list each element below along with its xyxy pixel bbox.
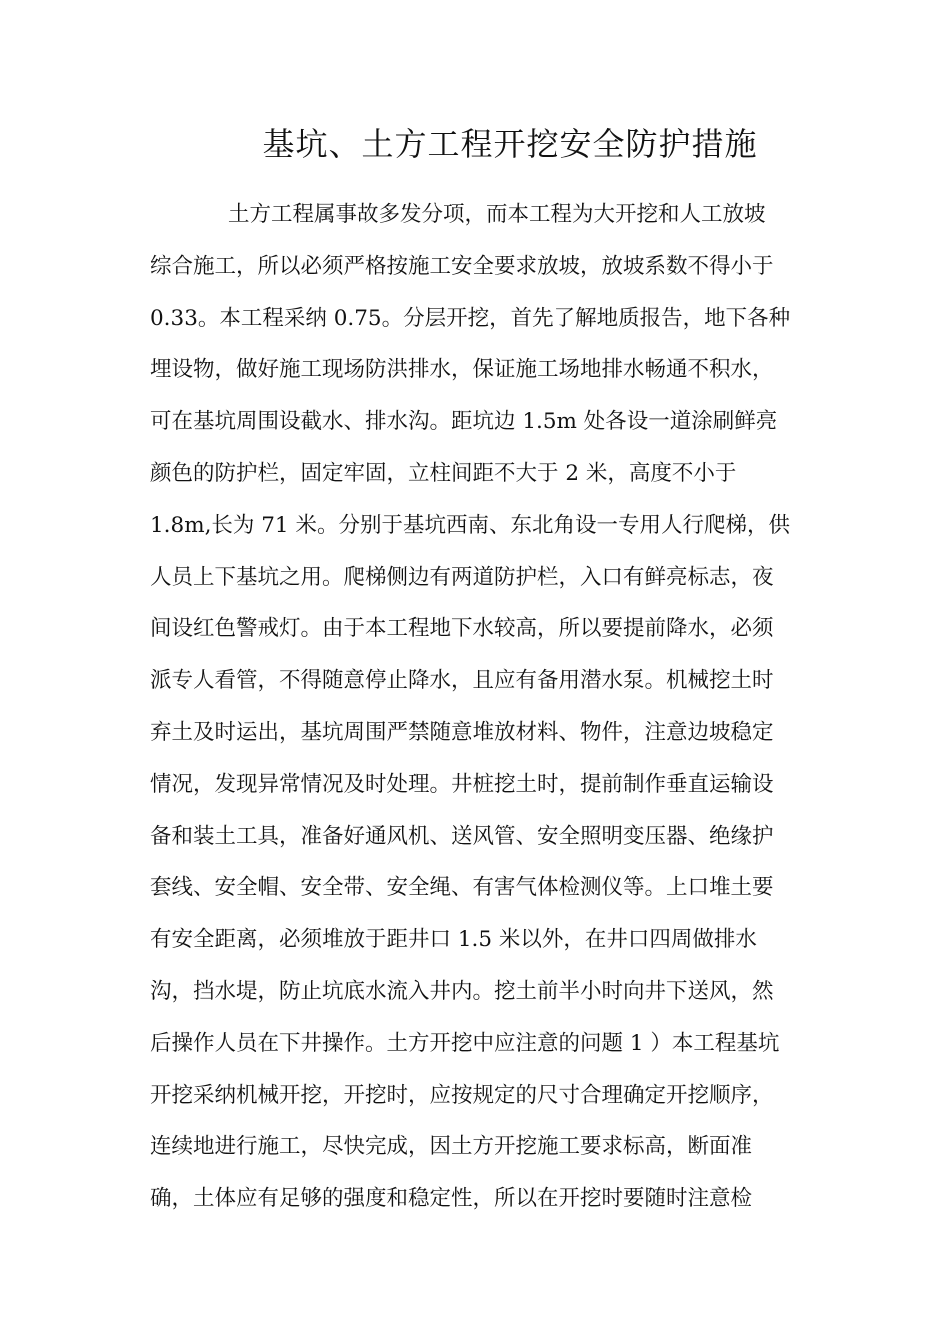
paragraph-line: 确，土体应有足够的强度和稳定性，所以在开挖时要随时注意检 <box>150 1186 753 1212</box>
document-title: 基坑、土方工程开挖安全防护措施 <box>262 125 758 163</box>
paragraph-line: 连续地进行施工，尽快完成，因土方开挖施工要求标高，断面准 <box>150 1134 753 1160</box>
paragraph-line: 可在基坑周围设截水、排水沟。距坑边 1.5m 处各设一道涂刷鲜亮 <box>150 409 778 435</box>
paragraph-line: 情况，发现异常情况及时处理。井桩挖土时，提前制作垂直运输设 <box>150 771 774 797</box>
paragraph-line: 人员上下基坑之用。爬梯侧边有两道防护栏，入口有鲜亮标志，夜 <box>150 564 774 590</box>
paragraph-line: 0.33。本工程采纳 0.75。分层开挖，首先了解地质报告，地下各种 <box>150 305 791 331</box>
paragraph-line: 开挖采纳机械开挖，开挖时，应按规定的尺寸合理确定开挖顺序， <box>150 1082 774 1108</box>
paragraph-line: 弃土及时运出，基坑周围严禁随意堆放材料、物件，注意边坡稳定 <box>150 719 774 745</box>
paragraph-line: 套线、安全帽、安全带、安全绳、有害气体检测仪等。上口堆土要 <box>150 875 774 901</box>
paragraph-line: 间设红色警戒灯。由于本工程地下水较高，所以要提前降水，必须 <box>150 616 774 642</box>
paragraph-line: 埋设物，做好施工现场防洪排水，保证施工场地排水畅通不积水， <box>150 357 774 383</box>
paragraph-line: 沟，挡水堤，防止坑底水流入井内。挖土前半小时向井下送风，然 <box>150 978 774 1004</box>
paragraph-line: 有安全距离，必须堆放于距井口 1.5 米以外，在井口四周做排水 <box>150 927 757 953</box>
paragraph-line: 土方工程属事故多发分项，而本工程为大开挖和人工放坡 <box>228 202 766 227</box>
paragraph-line: 颜色的防护栏，固定牢固，立柱间距不大于 2 米，高度不小于 <box>150 460 737 486</box>
paragraph-line: 备和装土工具，准备好通风机、送风管、安全照明变压器、绝缘护 <box>150 823 774 849</box>
paragraph-line: 1.8m,长为 71 米。分别于基坑西南、东北角设一专用人行爬梯，供 <box>150 512 790 538</box>
document-body <box>150 189 810 1225</box>
paragraph-line: 后操作人员在下井操作。土方开挖中应注意的问题 1 ）本工程基坑 <box>150 1030 780 1056</box>
paragraph-line: 派专人看管，不得随意停止降水，且应有备用潜水泵。机械挖土时 <box>150 668 774 694</box>
paragraph-line: 综合施工，所以必须严格按施工安全要求放坡，放坡系数不得小于 <box>150 253 774 279</box>
